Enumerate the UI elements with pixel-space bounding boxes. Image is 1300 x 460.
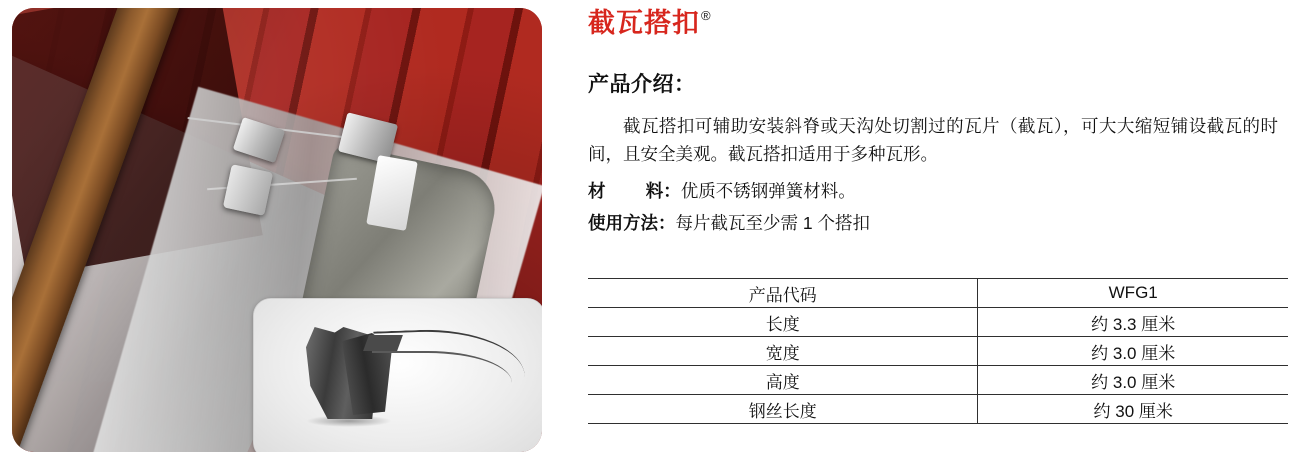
registered-trademark-symbol: ®	[701, 8, 711, 23]
spec-value: 约 3.3 厘米	[978, 308, 1288, 337]
product-description-panel	[588, 0, 1288, 460]
section-heading: 产品介绍：	[588, 73, 696, 96]
table-row	[588, 308, 1288, 337]
usage-value: 每片截瓦至少需 1 个搭扣	[675, 213, 870, 233]
spec-value: WFG1	[978, 279, 1288, 308]
spec-value: 约 3.0 厘米	[978, 337, 1288, 366]
table-row	[588, 366, 1288, 395]
material-line	[588, 178, 856, 204]
product-title-row	[588, 10, 711, 37]
spec-name: 钢丝长度	[588, 395, 978, 424]
usage-line	[588, 210, 870, 236]
installed-clip-c	[223, 164, 273, 216]
spec-name: 产品代码	[588, 279, 978, 308]
table-row	[588, 279, 1288, 308]
table-row	[588, 337, 1288, 366]
table-row	[588, 395, 1288, 424]
material-value: 优质不锈钢弹簧材料。	[680, 181, 856, 201]
spec-name: 宽度	[588, 337, 978, 366]
spec-name: 长度	[588, 308, 978, 337]
inset-product-photo	[253, 298, 542, 452]
spec-value: 约 30 厘米	[978, 395, 1288, 424]
page-title: 截瓦搭扣	[588, 8, 700, 38]
material-label: 材	[588, 181, 606, 201]
usage-label: 使用方法：	[588, 213, 676, 233]
main-product-photo	[12, 8, 542, 452]
spec-name: 高度	[588, 366, 978, 395]
specifications-table	[588, 278, 1288, 424]
description-paragraph: 截瓦搭扣可辅助安装斜脊或天沟处切割过的瓦片（截瓦），可大大缩短铺设截瓦的时间，且安全美观。截瓦搭扣适用于多种瓦形。	[588, 116, 1278, 164]
material-label-suffix: 料：	[645, 181, 681, 201]
spec-value: 约 3.0 厘米	[978, 366, 1288, 395]
